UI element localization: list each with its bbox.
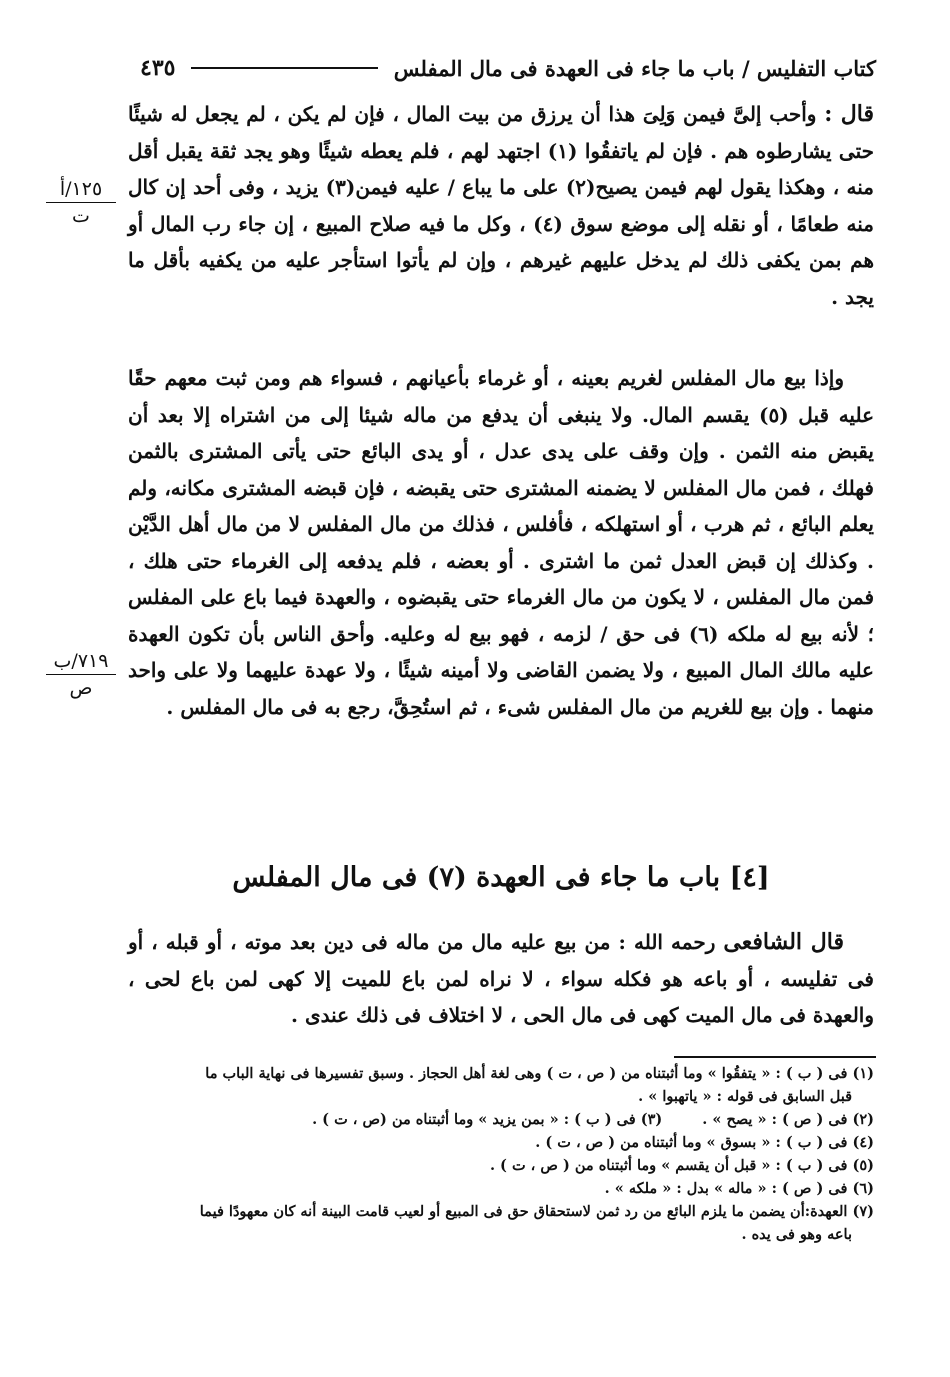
margin-note-folio-2 <box>46 650 116 699</box>
footnote-5: (٥) فى ( ب ) : « قبل أن يقسم » وما أثبتناه من ( ص ، ت ) . <box>489 1157 874 1174</box>
paragraph-3 <box>128 924 874 1034</box>
page-number: ٤٣٥ <box>140 55 176 81</box>
margin-note-folio: ٧١٩/ب <box>46 650 116 675</box>
margin-note-manuscript: ت <box>72 205 90 227</box>
paragraph-text: رحمه الله : من بيع عليه مال من ماله فى دين بعد موته ، أو قبله ، أو فى تفليسه ، أو باعه هو فكله سواء ، لا نراه لمن باع للميت إلا كهى لمن باع لحى ، والعهدة فى مال الميت كهى فى مال الحى ، لا اختلاف فى ذلك عندى . <box>128 930 874 1027</box>
paragraph-lead: قال الشافعى <box>723 929 844 955</box>
footnote-1: (١) فى ( ب ) : « يتفقُوا » وما أثبتناه من ( ص ، ت ) وهى لغة أهل الحجاز . وسبق تفسيرها فى نهاية الباب ما <box>205 1065 874 1082</box>
paragraph-2 <box>128 360 874 725</box>
footnote-row-2-3 <box>128 1108 874 1131</box>
paragraph-text: وإذا بيع مال المفلس لغريم بعينه ، أو غرماء بأعيانهم ، فسواء هم ومن ثبت معهم حقًا عليه قبل (٥) يقسم المال. ولا ينبغى أن يدفع من ماله شيئا إلى من اشتراه إلا بعد أن يقبض منه الثمن . وإن وقف على يدى عدل ، أو يدى البائع حتى يأتى المشترى بالثمن فهلك ، فمن مال المفلس لا يضمنه المشترى حتى يقبضه ، فإن قبضه المشترى مكانه، ولم يعلم البائع ، ثم هرب ، أو استهلكه ، فأفلس ، فذلك من مال المفلس لا من مال أهل الدَّيْن . وكذلك إن قبض العدل ثمن ما اشترى . أو بعضه ، فلم يدفعه إلى الغرماء حتى هلك ، فمن مال المفلس ، لا يكون من مال الغرماء حتى يقبضوه ، والعهدة فيما باع على المفلس ؛ لأنه بيع له ملكه (٦) فى حق / لزمه ، فهو بيع له وعليه. وأحق الناس بأن تكون العهدة عليه مالك المال المبيع ، ولا يضمن القاضى ولا أمينه شيئًا ، ولا عهدة عليهما ولا على واحد منهما . وإن بيع للغريم من مال المفلس شىء ، ثم استُحِقَّ، رجع به فى مال المفلس . <box>128 366 875 719</box>
header-rule <box>191 67 377 69</box>
margin-note-manuscript: ص <box>69 677 93 699</box>
footnote-2: (٢) فى ( ص ) : « يصح » . <box>702 1111 874 1128</box>
footnote-4: (٤) فى ( ب ) : « بسوق » وما أثبتناه من ( ص ، ت ) . <box>535 1134 874 1151</box>
chapter-title: [٤] باب ما جاء فى العهدة (٧) فى مال المفلس <box>232 862 770 893</box>
footnote-6: (٦) فى ( ص ) : « ماله » بدل : « ملكه » . <box>604 1180 874 1197</box>
footnote-rule <box>674 1056 876 1058</box>
running-header <box>140 48 876 88</box>
footnote-3: (٣) فى ( ب ) : « بمن يزيد » وما أثبتناه من (ص ، ت ) . <box>312 1111 663 1128</box>
margin-note-folio: ١٢٥/أ <box>46 178 116 203</box>
paragraph-lead: قال : <box>824 101 875 127</box>
paragraph-1 <box>128 96 874 315</box>
footnotes <box>128 1062 874 1246</box>
header-title: كتاب التفليس / باب ما جاء فى العهدة فى مال المفلس <box>393 55 876 81</box>
footnote-1-cont: قبل السابق فى قوله : « ياتهبوا » . <box>638 1088 852 1105</box>
paragraph-text: وأحب إلىَّ فيمن وَلِىَ هذا أن يرزق من بيت المال ، فإن لم يكن ، لم يجعل له شيئًا حتى يشارطوه هم . فإن لم ياتفقُوا (١) اجتهد لهم ، فلم يعطه شيئًا وهو يجد ثقة يقبل أقل منه ، وهكذا يقول لهم فيمن يصيح(٢) على ما يباع / عليه فيمن(٣) يزيد ، وفى أحد إن كال منه طعامًا ، أو نقله إلى موضع سوق (٤) ، وكل ما فيه صلاح المبيع ، إن جاء رب المال أو هم بمن يكفى ذلك لم يدخل عليهم غيرهم ، وإن لم يأتوا استأجر عليه من يكفيه بأقل ما يجد . <box>128 102 875 309</box>
margin-note-folio-1 <box>46 178 116 227</box>
footnote-7-cont: باعه وهو فى يده . <box>741 1226 852 1243</box>
footnote-7: (٧) العهدة:أن يضمن ما يلزم البائع من رد ثمن لاستحقاق حق فى المبيع أو لعيب قامت البينة أنه كان معهودًا فيما <box>199 1203 874 1220</box>
